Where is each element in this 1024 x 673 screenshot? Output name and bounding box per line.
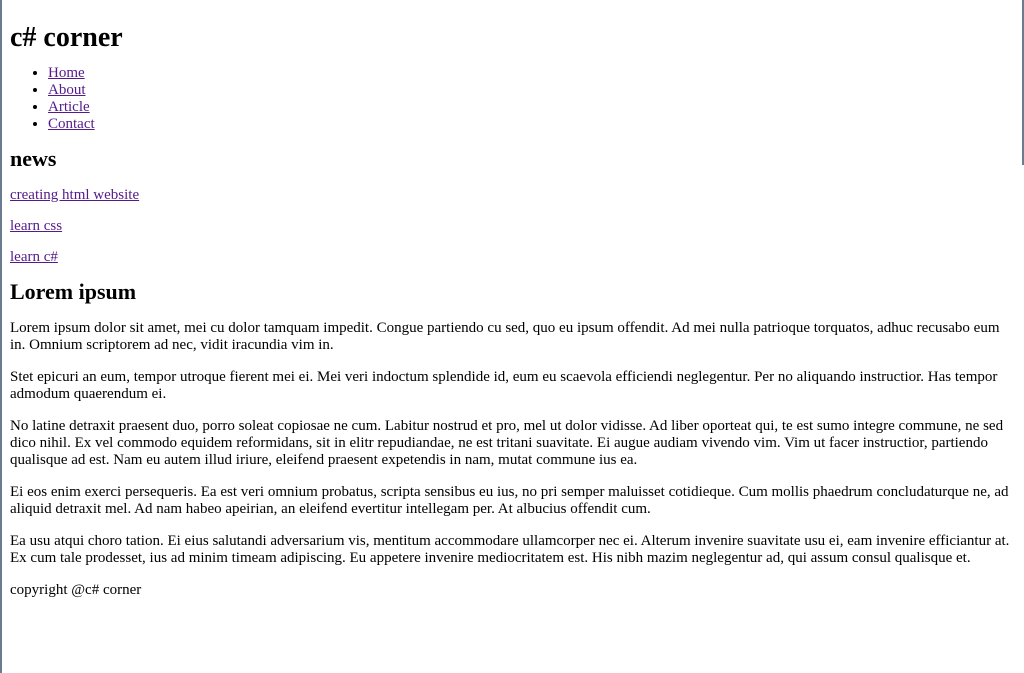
news-item: [10, 187, 1014, 204]
nav-link-contact[interactable]: Contact: [48, 116, 95, 132]
nav-item-article: [48, 99, 1014, 116]
article-paragraph-4: Ei eos enim exerci persequeris. Ea est veri omnium probatus, scripta sensibus eu ius, no pri semper maluisset cotidieque. Cum mollis phaedrum concludaturque ne, ad aliquid detraxit mel. Ad nam habeo apeirian, an eleifend evertitur intellegam per. At albucius offendit cum.: [10, 484, 1009, 517]
news-link-html-website[interactable]: creating html website: [10, 187, 140, 203]
article-heading: Lorem ipsum: [10, 279, 137, 304]
news-link-learn-css[interactable]: learn css: [10, 218, 63, 234]
article-paragraph-2: Stet epicuri an eum, tempor utroque fierent mei ei. Mei veri indoctum splendide id, eum eu scaevola efficiendi neglegentur. Per no aliquando instructior. Has tempor admodum quaerendum ei.: [10, 369, 998, 402]
window-left-border: [0, 0, 2, 673]
article-paragraph-3: No latine detraxit praesent duo, porro soleat copiosae ne cum. Labitur nostrud et pro, mel ut dolor vidisse. Ad liber oporteat qui, te est sumo integre commune, ne sed dico nihil. Ex vel commodo equidem reformidans, sit in elitr repudiandae, ne est tritani suavitate. Ei augue audiam vivendo vim. Vim ut facer instructior, partiendo qualisque ad est. Nam eu autem illud iriure, eleifend praesent expetendis in nam, mutat commune ius ea.: [10, 418, 1004, 468]
nav-link-article[interactable]: Article: [48, 99, 90, 115]
footer-copyright: copyright @c# corner: [10, 582, 142, 598]
nav-link-home[interactable]: Home: [48, 65, 85, 81]
nav-item-contact: [48, 116, 1014, 133]
article-paragraph-5: Ea usu atqui choro tation. Ei eius salutandi adversarium vis, mentitum accommodare ullamcorper nec ei. Alterum invenire suavitate usu ei, eam invenire efficiantur at. Ex cum tale prodesset, ius ad minim timeam adipiscing. Eu appetere invenire mediocritatem est. His nibh mazim neglegentur ad, qui assum consul qualisque et.: [10, 533, 1010, 566]
news-heading: news: [10, 146, 57, 171]
page-content: [10, 0, 1014, 599]
news-item: [10, 218, 1014, 235]
nav-menu: [10, 65, 1014, 133]
nav-item-home: [48, 65, 1014, 82]
nav-link-about[interactable]: About: [48, 82, 86, 98]
nav-item-about: [48, 82, 1014, 99]
article-paragraph-1: Lorem ipsum dolor sit amet, mei cu dolor tamquam impedit. Congue partiendo cu sed, quo eu ipsum offendit. Ad mei nulla patrioque torquatos, adhuc recusabo eum in. Omnium scriptorem ad nec, vidit iracundia vim in.: [10, 320, 1000, 353]
site-title: c# corner: [10, 22, 123, 53]
news-item: [10, 249, 1014, 266]
news-link-learn-csharp[interactable]: learn c#: [10, 249, 58, 265]
